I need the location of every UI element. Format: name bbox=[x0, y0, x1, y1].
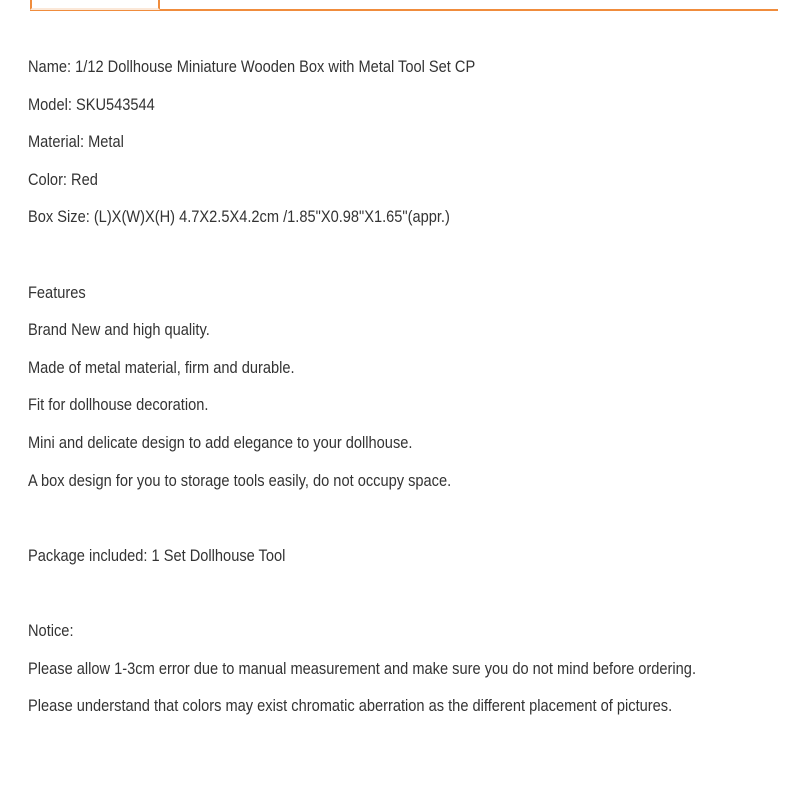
notice-item: Please understand that colors may exist chromatic aberration as the different placement of pictures. bbox=[28, 696, 673, 716]
description-content bbox=[28, 48, 788, 725]
spec-name: Name: 1/12 Dollhouse Miniature Wooden Box with Metal Tool Set CP bbox=[28, 57, 476, 76]
feature-item: Fit for dollhouse decoration. bbox=[28, 395, 209, 415]
spec-model: Model: SKU543544 bbox=[28, 94, 155, 114]
feature-item: Brand New and high quality. bbox=[28, 320, 210, 340]
feature-item: Made of metal material, firm and durable. bbox=[28, 357, 295, 377]
spec-box-size: Box Size: (L)X(W)X(H) 4.7X2.5X4.2cm /1.85"X0.98"X1.65"(appr.) bbox=[28, 207, 450, 227]
notice-item: Please allow 1-3cm error due to manual measurement and make sure you do not mind before ordering. bbox=[28, 658, 697, 678]
notice-heading: Notice: bbox=[28, 620, 74, 640]
spacer bbox=[28, 499, 788, 537]
spacer bbox=[28, 574, 788, 612]
features-heading: Features bbox=[28, 282, 86, 302]
package-included: Package included: 1 Set Dollhouse Tool bbox=[28, 545, 286, 565]
feature-item: A box design for you to storage tools easily, do not occupy space. bbox=[28, 470, 452, 490]
spacer bbox=[28, 236, 788, 274]
feature-item: Mini and delicate design to add elegance to your dollhouse. bbox=[28, 432, 413, 452]
spec-material: Material: Metal bbox=[28, 132, 124, 152]
tab-description[interactable] bbox=[30, 0, 160, 10]
tab-bar bbox=[0, 0, 800, 14]
spec-color: Color: Red bbox=[28, 169, 98, 189]
